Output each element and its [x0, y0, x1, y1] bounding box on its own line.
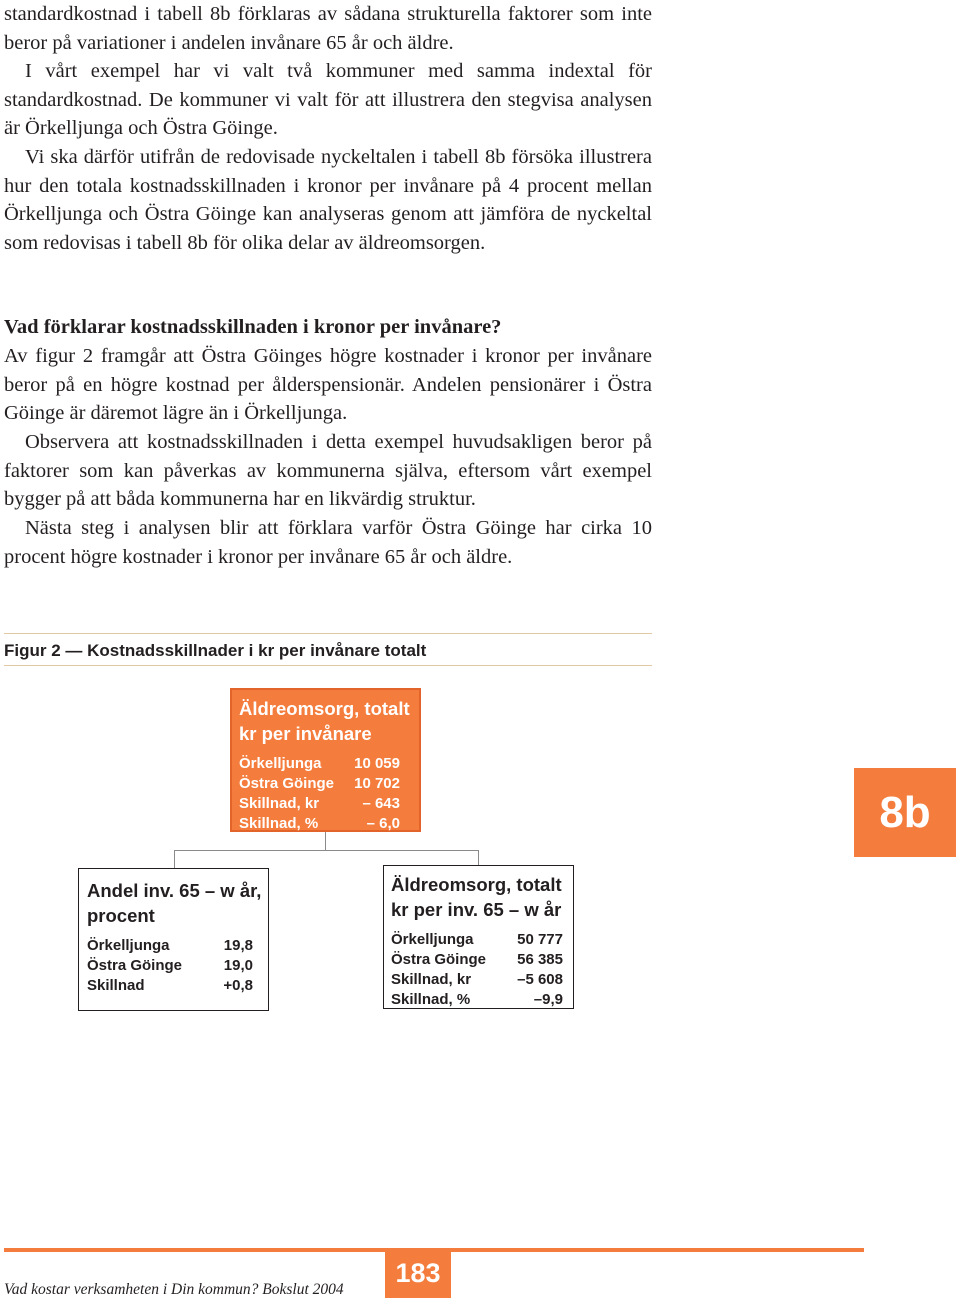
body-paragraph-6: Nästa steg i analysen blir att förklara varför Östra Göinge har cirka 10 procent högre kostnader i kronor per invånare 65 år och äldre.: [4, 517, 652, 568]
caption-rule-bottom: [4, 665, 652, 666]
right-box-row: Skillnad, % –9,9: [391, 991, 563, 1008]
right-box-title: Äldreomsorg, totalt kr per inv. 65 – w år: [391, 874, 562, 920]
right-box-row: Östra Göinge 56 385: [391, 951, 563, 968]
top-box-title: Äldreomsorg, totalt kr per invånare: [239, 698, 410, 744]
body-paragraph-5: Observera att kostnadsskillnaden i detta exempel huvudsakligen beror på faktorer som kan påverkas av kommunerna själva, eftersom vårt exempel bygger på att båda kommunerna har en likvärdig struktur.: [4, 431, 652, 511]
section-tab-8b: 8b: [854, 768, 956, 857]
body-paragraph-4: Av figur 2 framgår att Östra Göinges högre kostnader i kronor per invånare beror på en högre kostnad per ålderspensionär. Andelen pensionärer i Östra Göinge är däremot lägre än i Örkelljunga.: [4, 345, 652, 425]
body-paragraph-1: standardkostnad i tabell 8b förklaras av sådana strukturella faktorer som inte beror på variationer i andelen invånare 65 år och äldre.: [4, 3, 652, 54]
right-box-row: Örkelljunga 50 777: [391, 931, 563, 948]
top-box-row: Skillnad, kr – 643: [239, 795, 400, 812]
left-box-row: Östra Göinge 19,0: [87, 957, 253, 974]
left-box-row: Skillnad +0,8: [87, 977, 253, 994]
section-heading: Vad förklarar kostnadsskillnaden i kronor per invånare?: [4, 316, 502, 338]
body-paragraph-3: Vi ska därför utifrån de redovisade nyckeltalen i tabell 8b försöka illustrera hur den totala kostnadsskillnaden i kronor per invånare på 4 procent mellan Örkelljunga och Östra Göinge kan analyseras genom att jämföra de nyckeltal som redovisas i tabell 8b för olika delar av äldreomsorgen.: [4, 146, 652, 254]
page-number: 183: [385, 1250, 451, 1298]
connector-vertical-top: [325, 832, 326, 850]
footer-publication-title: Vad kostar verksamheten i Din kommun? Bokslut 2004: [4, 1281, 344, 1298]
connector-right-drop: [478, 850, 479, 865]
connector-left-drop: [174, 850, 175, 868]
connector-horizontal: [174, 850, 479, 851]
top-box-row: Skillnad, % – 6,0: [239, 815, 400, 832]
left-box-row: Örkelljunga 19,8: [87, 937, 253, 954]
top-box-row: Örkelljunga 10 059: [239, 755, 400, 772]
right-box-row: Skillnad, kr –5 608: [391, 971, 563, 988]
top-box-row: Östra Göinge 10 702: [239, 775, 400, 792]
caption-rule-top: [4, 633, 652, 634]
left-box-andel-inv: [78, 868, 269, 1011]
top-box-aldreomsorg-totalt: [230, 688, 421, 832]
right-box-kr-per-inv-65: [383, 865, 574, 1009]
left-box-title: Andel inv. 65 – w år, procent: [87, 880, 262, 926]
figure-caption: Figur 2 — Kostnadsskillnader i kr per invånare totalt: [4, 641, 427, 660]
body-paragraph-2: I vårt exempel har vi valt två kommuner med samma indextal för standardkostnad. De kommuner vi valt för att illustrera den stegvisa analysen är Örkelljunga och Östra Göinge.: [4, 60, 652, 140]
